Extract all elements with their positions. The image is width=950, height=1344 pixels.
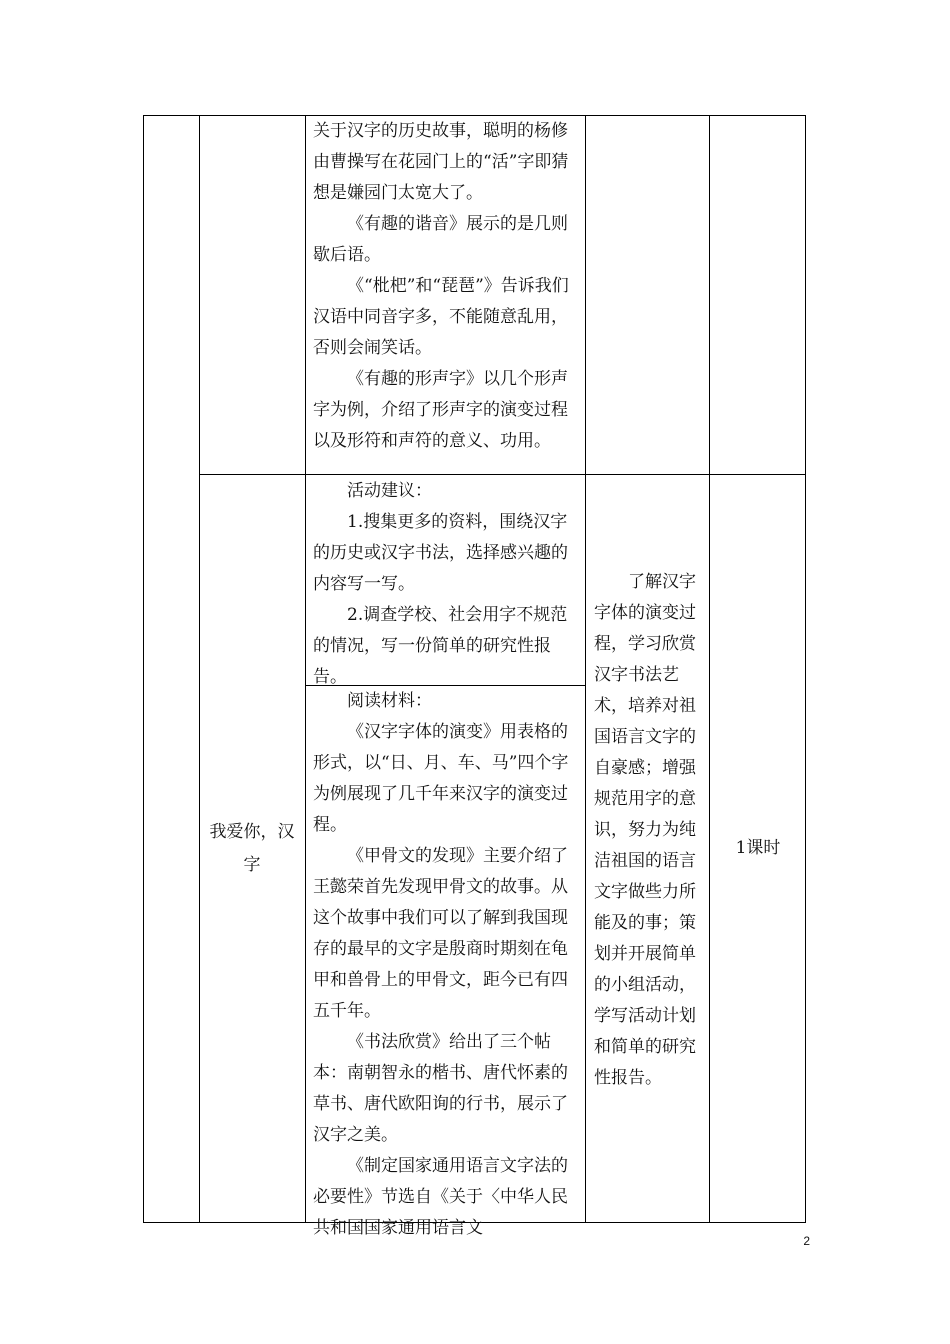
activity-heading: 活动建议： [347,481,432,501]
activity-cell [313,476,581,693]
table-border-left [143,115,144,1223]
reading-cell [313,686,581,1244]
unit-title: 我爱你，汉字 [209,822,295,875]
reading-item: 《汉字字体的演变》用表格的形式，以“日、月、车、马”四个字为例展现了几千年来汉字的演变过程。 [313,722,569,835]
class-hours: 1课时 [735,838,781,858]
row2-title-cell [202,816,302,882]
column-divider [709,115,710,1223]
hours-cell [712,833,804,864]
row1-paragraph: 《有趣的谐音》展示的是几则歇后语。 [313,214,568,265]
row1-content-cell [313,116,581,457]
reading-item: 《书法欣赏》给出了三个帖本：南朝智永的楷书、唐代怀素的草书、唐代欧阳询的行书，展示了汉字之美。 [313,1032,568,1145]
activity-item: 1.搜集更多的资料，围绕汉字的历史或汉字书法，选择感兴趣的内容写一写。 [313,512,568,594]
reading-item: 《甲骨文的发现》主要介绍了王懿荣首先发现甲骨文的故事。从这个故事中我们可以了解到我国现存的最早的文字是殷商时期刻在龟甲和兽骨上的甲骨文，距今已有四五千年。 [313,846,568,1021]
table-border-right [805,115,806,1223]
reading-heading: 阅读材料： [347,691,432,711]
column-divider [199,115,200,1223]
column-divider [585,115,586,1223]
row1-paragraph: 《有趣的形声字》以几个形声字为例，介绍了形声字的演变过程以及形符和声符的意义、功用。 [313,369,568,451]
activity-item: 2.调查学校、社会用字不规范的情况，写一份简单的研究性报告。 [313,605,568,687]
reading-item: 《制定国家通用语言文字法的必要性》节选自《关于〈中华人民共和国国家通用语言文 [313,1156,568,1238]
column-divider [305,115,306,1223]
learning-goals: 了解汉字字体的演变过程，学习欣赏汉字书法艺术，培养对祖国语言文字的自豪感；增强规范用字的意识，努力为纯洁祖国的语言文字做些力所能及的事；策划并开展简单的小组活动，学写活动计划和简单的研究性报告。 [594,572,696,1088]
row1-paragraph: 《“枇杷”和“琵琶”》告诉我们汉语中同音字多，不能随意乱用，否则会闹笑话。 [313,276,569,358]
row-divider [199,474,806,475]
goals-cell [594,567,704,1094]
page-number: 2 [803,1234,810,1248]
row1-paragraph: 关于汉字的历史故事，聪明的杨修由曹操写在花园门上的“活”字即猜想是嫌园门太宽大了。 [313,121,569,203]
